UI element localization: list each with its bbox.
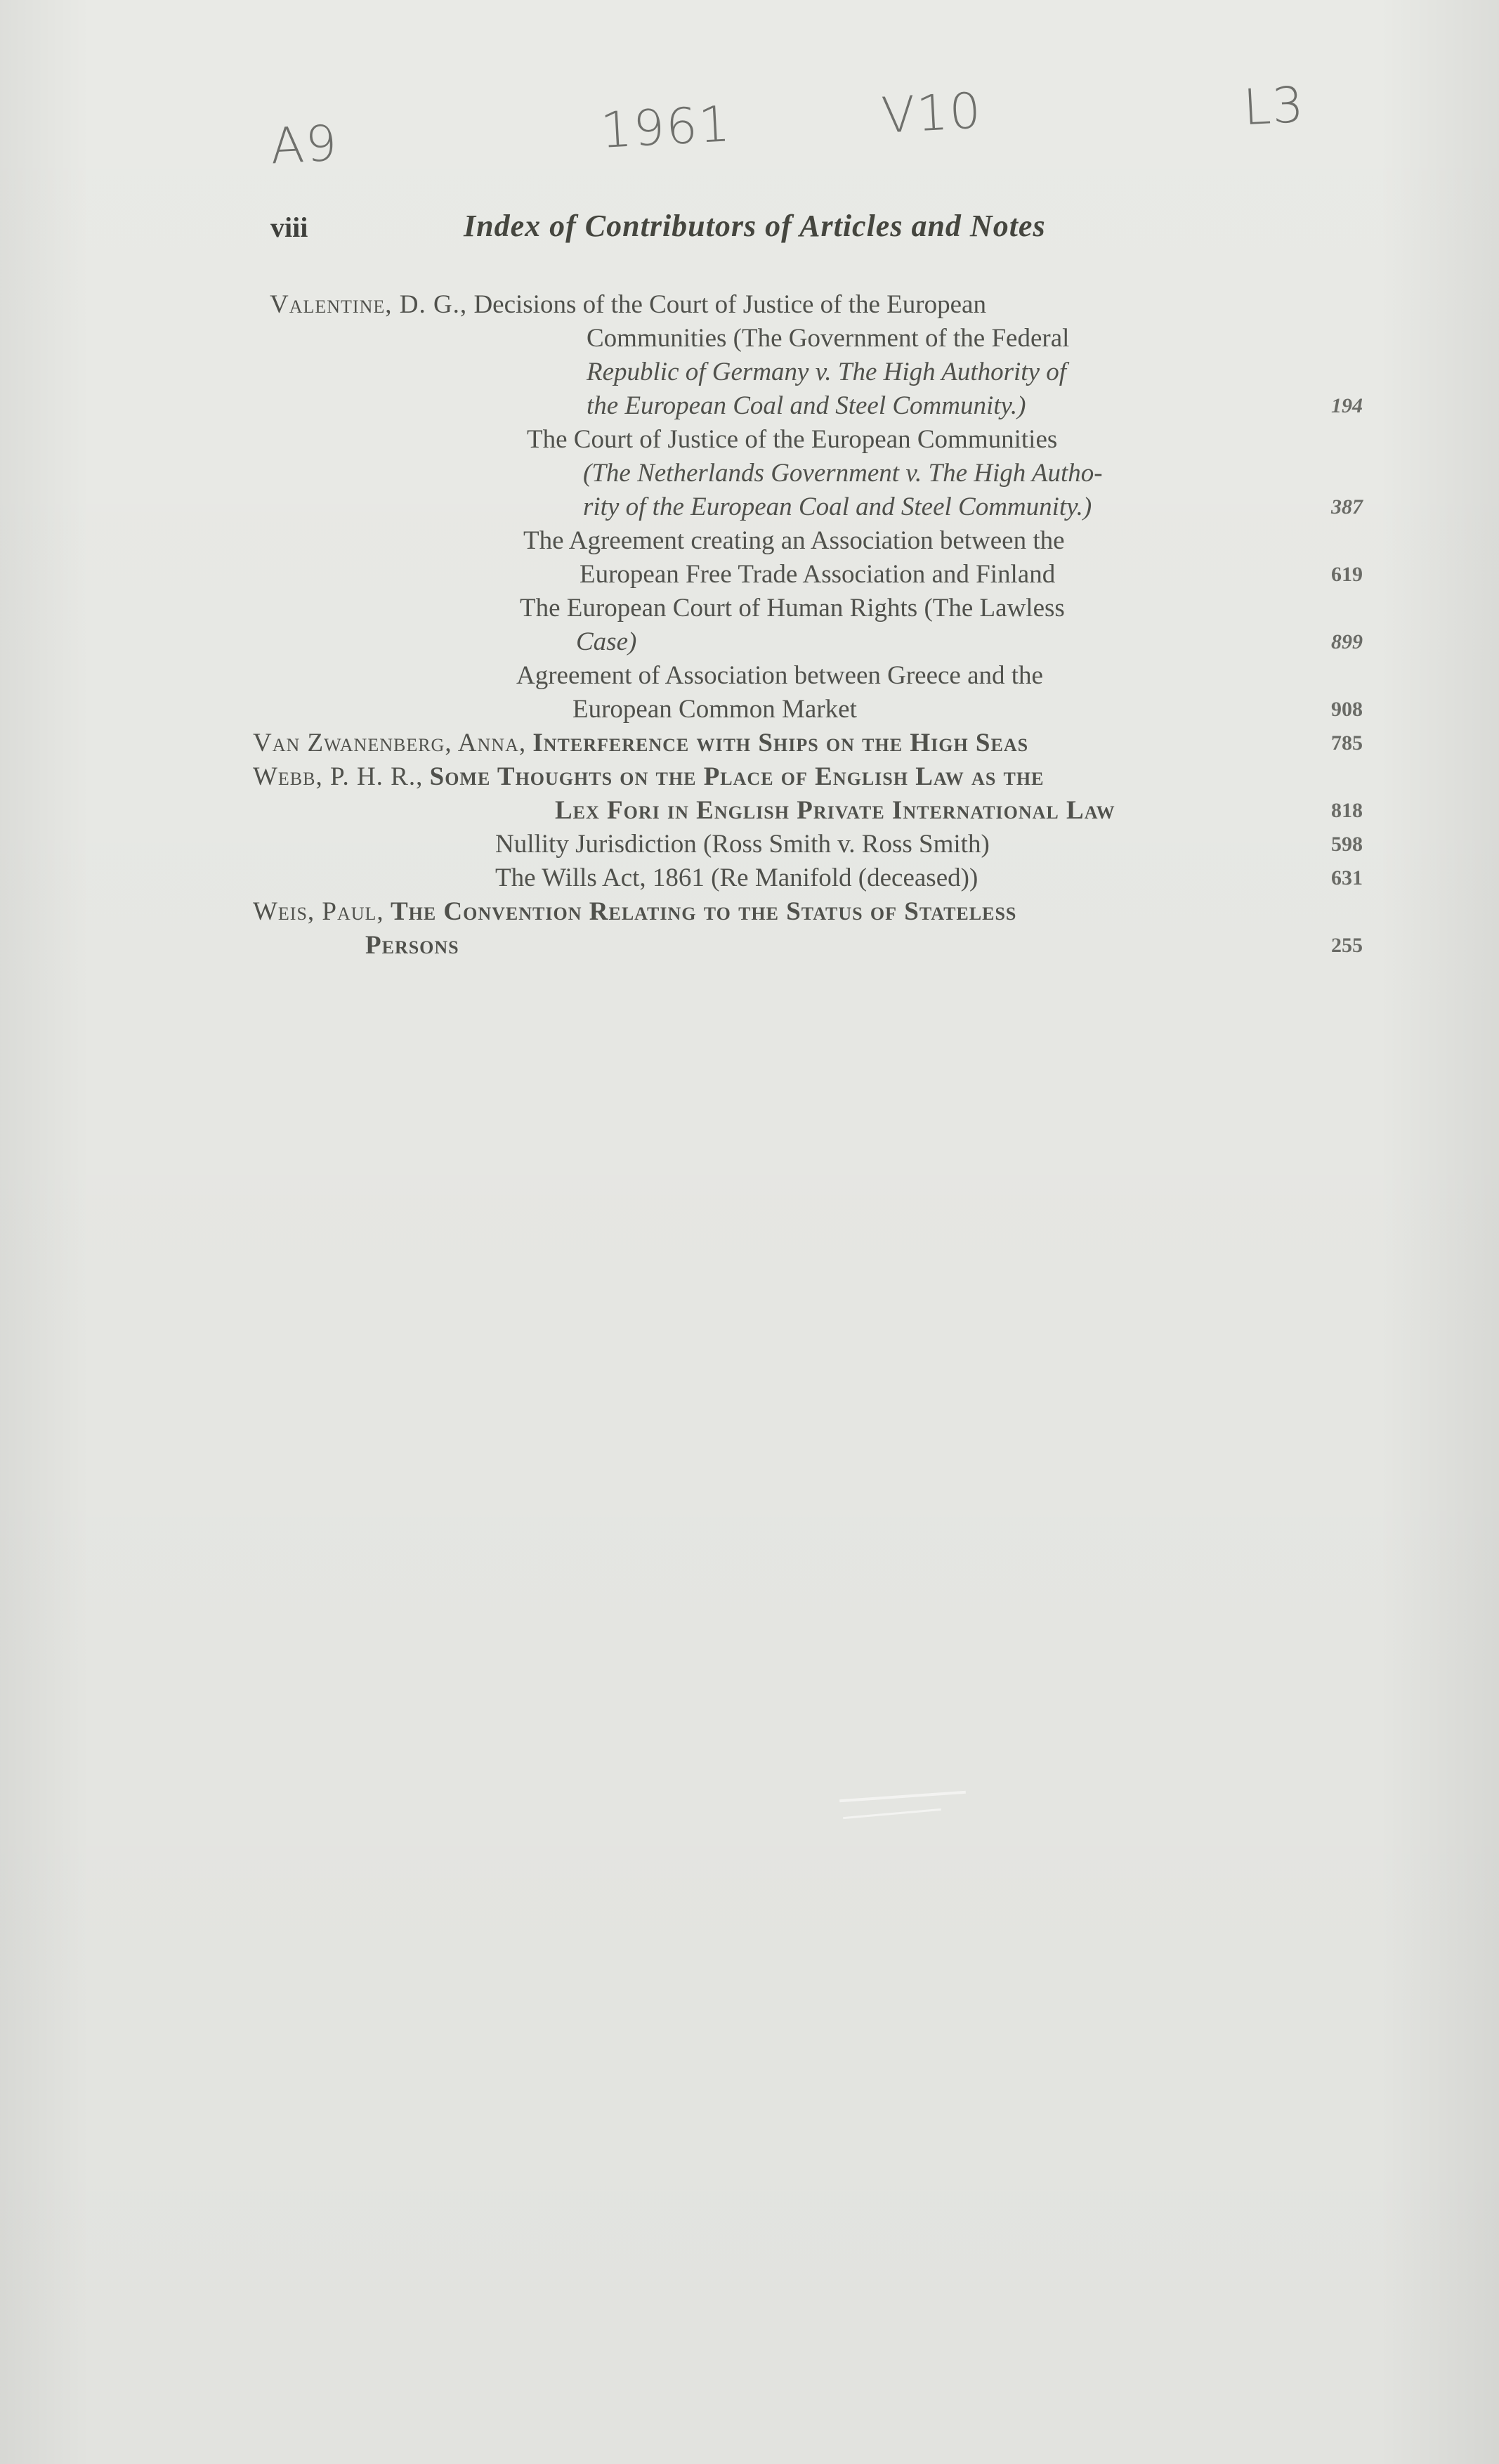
index-line [253,389,1363,423]
page-number: 619 [1331,563,1363,586]
index-entry-weis [253,895,1363,963]
index-line [253,929,1363,963]
article-title: Some Thoughts on the Place of English Law as the [429,762,1045,791]
article-title-cont: rity of the European Coal and Steel Community.) [583,493,1092,521]
index-line [253,659,1363,693]
index-entry-webb [253,760,1363,895]
article-title: The European Court of Human Rights (The Lawless [520,594,1065,622]
page-number: 255 [1331,934,1363,957]
index-line [253,861,1363,895]
page-number: 387 [1331,495,1363,519]
index-line [253,726,1363,760]
handwritten-note-3: V10 [879,82,984,145]
article-title: The Court of Justice of the European Communities [527,425,1058,454]
scan-artifact [839,1791,966,1803]
index-line [253,490,1363,524]
article-title: Decisions of the Court of Justice of the European [473,290,986,319]
article-title-cont: Case) [576,627,637,656]
index-line [253,760,1363,794]
author-name: Weis, Paul, [253,897,384,926]
index-line [253,625,1363,659]
index-line [253,828,1363,861]
handwritten-note-2: 1961 [598,95,733,159]
index-line [253,592,1363,625]
index-line [253,524,1363,558]
article-title: The Convention Relating to the Status of Stateless [390,897,1017,926]
page-number: 818 [1331,799,1363,822]
index-line [253,423,1363,457]
folio: viii [270,211,308,243]
article-title: Interference with Ships on the High Seas [532,729,1029,757]
article-title: The Wills Act, 1861 (Re Manifold (deceased)) [495,863,978,892]
index-entry-valentine [253,288,1363,726]
index-entry-van-zwanenberg [253,726,1363,760]
page-number: 899 [1331,630,1363,653]
handwritten-note-4: L3 [1241,75,1307,137]
index-line [253,288,1363,322]
author-name: Webb, P. H. R., [253,762,424,791]
page-number: 785 [1331,731,1363,755]
article-title: The Agreement creating an Association between the [523,526,1065,555]
article-title-cont: Republic of Germany v. The High Authority of [587,358,1067,386]
index-line [253,794,1363,828]
article-title-cont: Persons [365,931,459,960]
scan-artifact [843,1808,941,1819]
article-title-cont: Lex Fori in English Private International Law [555,796,1115,825]
running-header [270,211,1310,253]
contributor-index [253,288,1363,963]
article-title: Nullity Jurisdiction (Ross Smith v. Ross Smith) [495,830,990,859]
page-number: 194 [1331,394,1363,417]
article-title-cont: the European Coal and Steel Community.) [587,391,1026,420]
author-name: Van Zwanenberg, Anna, [253,729,527,757]
article-title-cont: Communities (The Government of the Federal [587,324,1070,353]
index-line [253,457,1363,490]
index-line [253,558,1363,592]
page-title: Index of Contributors of Articles and Notes [464,209,1046,243]
index-line [253,322,1363,356]
page-number: 908 [1331,698,1363,721]
index-line [253,895,1363,929]
article-title-cont: European Common Market [572,695,857,724]
article-title-cont: European Free Trade Association and Finland [580,560,1056,589]
index-line [253,693,1363,726]
article-title: Agreement of Association between Greece and the [516,661,1043,690]
index-line [253,356,1363,389]
handwritten-note-1: A9 [268,114,340,176]
page-number: 598 [1331,833,1363,856]
article-title-cont: (The Netherlands Government v. The High Autho- [583,459,1103,488]
page-number: 631 [1331,866,1363,889]
author-name: Valentine, D. G., [270,290,468,319]
